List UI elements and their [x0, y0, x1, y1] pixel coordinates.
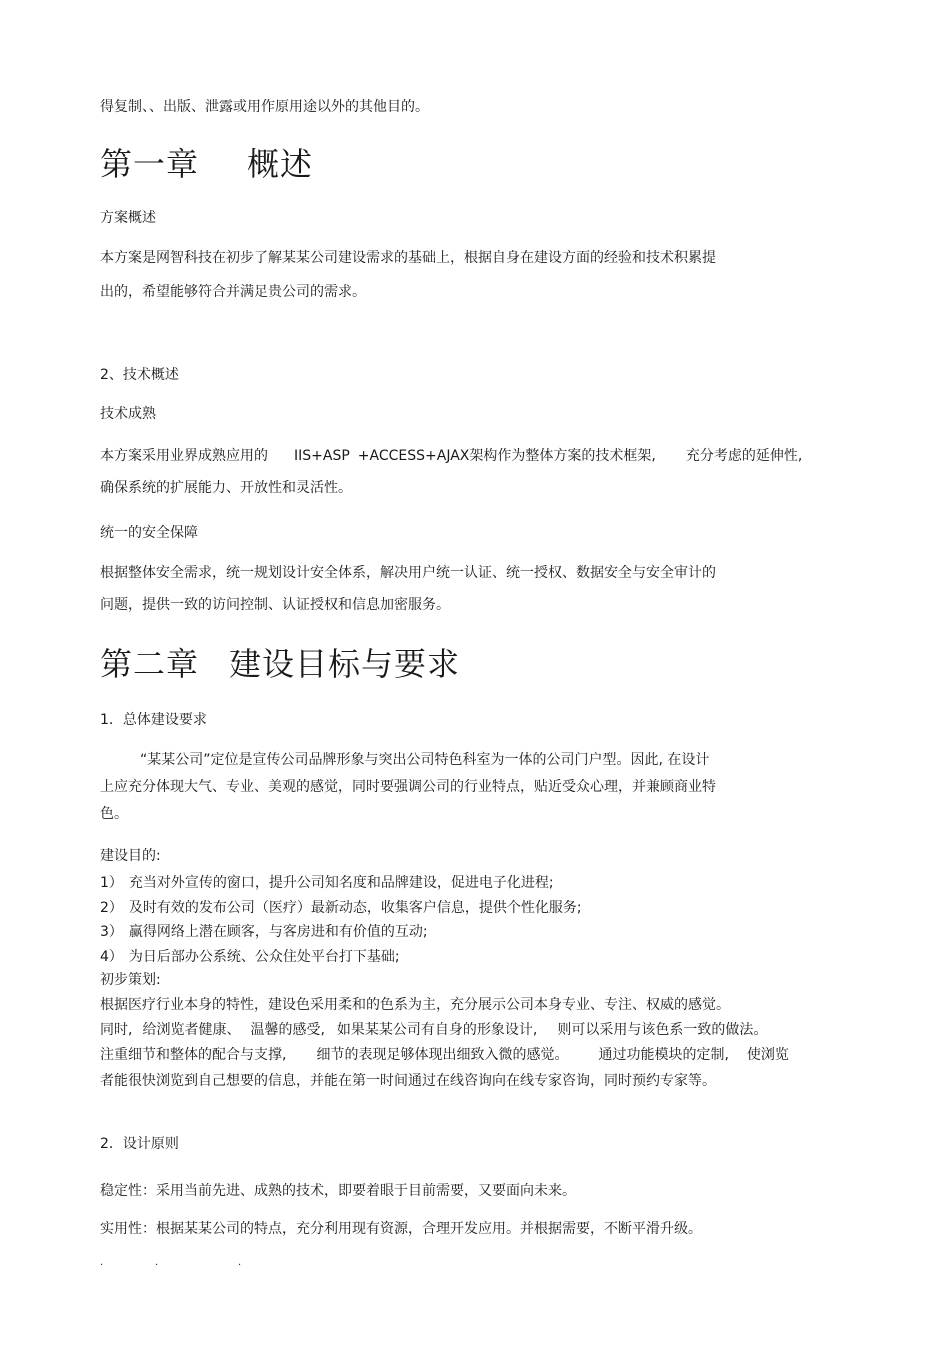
tech-mature-seg-5: 充分考虑的延伸性,	[685, 448, 803, 464]
initial-plan-seg: 给浏览者健康、	[142, 1022, 241, 1038]
overall-requirements-heading: 1．总体建设要求	[100, 712, 207, 728]
footer-dot: .	[100, 1257, 104, 1268]
goal-item	[100, 875, 554, 891]
chapter-1-heading	[100, 145, 313, 183]
goal-number: 1）	[100, 875, 123, 891]
chapter-2-title: 建设目标与要求	[229, 645, 461, 683]
design-principles-heading: 2．设计原则	[100, 1136, 179, 1152]
tech-mature-seg-3: +ACCESS+AJAX	[357, 448, 470, 464]
tech-mature-heading: 技术成熟	[100, 406, 156, 422]
security-heading: 统一的安全保障	[100, 525, 198, 541]
goal-text: 充当对外宣传的窗口，提升公司知名度和品牌建设，促进电子化进程;	[128, 875, 554, 891]
initial-plan-seg: 通过功能模块的定制,	[598, 1047, 729, 1063]
goal-text: 赢得网络上潜在顾客，与客房进和有价值的互动;	[128, 924, 428, 940]
initial-plan-seg: 如果某某公司有自身的形象设计,	[336, 1022, 538, 1038]
tech-mature-line-2: 确保系统的扩展能力、开放性和灵活性。	[100, 480, 352, 496]
chapter-1-title: 概述	[247, 145, 314, 183]
initial-plan-seg: 使浏览	[746, 1047, 789, 1063]
initial-plan-seg: 温馨的感受,	[250, 1022, 325, 1038]
initial-plan-line-3	[100, 1047, 789, 1063]
chapter-2-number: 第二章	[100, 645, 200, 683]
plan-overview-line-1: 本方案是网智科技在初步了解某某公司建设需求的基础上，根据自身在建设方面的经验和技术积累提	[100, 250, 716, 266]
goal-item	[100, 949, 400, 965]
plan-overview-line-2: 出的，希望能够符合并满足贵公司的需求。	[100, 284, 366, 300]
goals-heading: 建设目的:	[100, 848, 161, 864]
goal-item	[100, 900, 582, 916]
initial-plan-heading: 初步策划:	[100, 972, 161, 988]
initial-plan-line-4: 者能很快浏览到自己想要的信息，并能在第一时间通过在线咨询向在线专家咨询，同时预约专家等。	[100, 1073, 716, 1089]
goal-number: 3）	[100, 924, 123, 940]
goal-text: 为日后部办公系统、公众住处平台打下基础;	[128, 949, 400, 965]
goal-text: 及时有效的发布公司（医疗）最新动态，收集客户信息，提供个性化服务;	[128, 900, 582, 916]
initial-plan-line-1: 根据医疗行业本身的特性，建设色采用柔和的色系为主，充分展示公司本身专业、专注、权威的感觉。	[100, 997, 730, 1013]
chapter-2-heading	[100, 645, 460, 683]
security-line-2: 问题，提供一致的访问控制、认证授权和信息加密服务。	[100, 597, 450, 613]
initial-plan-seg: 细节的表现足够体现出细致入微的感觉。	[316, 1047, 569, 1063]
chapter-1-number: 第一章	[100, 145, 200, 183]
tech-overview-heading: 2、技术概述	[100, 367, 179, 383]
principle-practicality: 实用性：根据某某公司的特点，充分利用现有资源，合理开发应用。并根据需要，不断平滑升级。	[100, 1221, 702, 1237]
goal-number: 4）	[100, 949, 123, 965]
intro-line: 得复制、、出版、泄露或用作原用途以外的其他目的。	[100, 99, 429, 115]
initial-plan-seg: 则可以采用与该色系一致的做法。	[557, 1022, 768, 1038]
principle-stability: 稳定性：采用当前先进、成熟的技术，即要着眼于目前需要，又要面向未来。	[100, 1183, 576, 1199]
initial-plan-line-2	[100, 1022, 767, 1038]
goal-item	[100, 924, 428, 940]
overall-requirements-line-1: “某某公司”定位是宣传公司品牌形象与突出公司特色科室为一体的公司门户型。因此, 在设计	[140, 752, 710, 768]
footer-dot: .	[155, 1257, 159, 1268]
tech-mature-seg-2: IIS+ASP	[294, 448, 350, 464]
overall-requirements-line-2: 上应充分体现大气、专业、美观的感觉，同时要强调公司的行业特点，贴近受众心理，并兼顾商业特	[100, 779, 716, 795]
initial-plan-seg: 同时,	[100, 1022, 133, 1038]
goal-number: 2）	[100, 900, 123, 916]
initial-plan-seg: 注重细节和整体的配合与支撑,	[100, 1047, 287, 1063]
tech-mature-line-1	[100, 448, 802, 464]
overall-requirements-line-3: 色。	[100, 806, 128, 822]
security-line-1: 根据整体安全需求，统一规划设计安全体系，解决用户统一认证、统一授权、数据安全与安全审计的	[100, 565, 716, 581]
tech-mature-seg-4: 架构作为整体方案的技术框架,	[469, 448, 656, 464]
plan-overview-heading: 方案概述	[100, 210, 156, 226]
footer-dot: .	[238, 1257, 242, 1268]
tech-mature-seg-1: 本方案采用业界成熟应用的	[100, 448, 268, 464]
